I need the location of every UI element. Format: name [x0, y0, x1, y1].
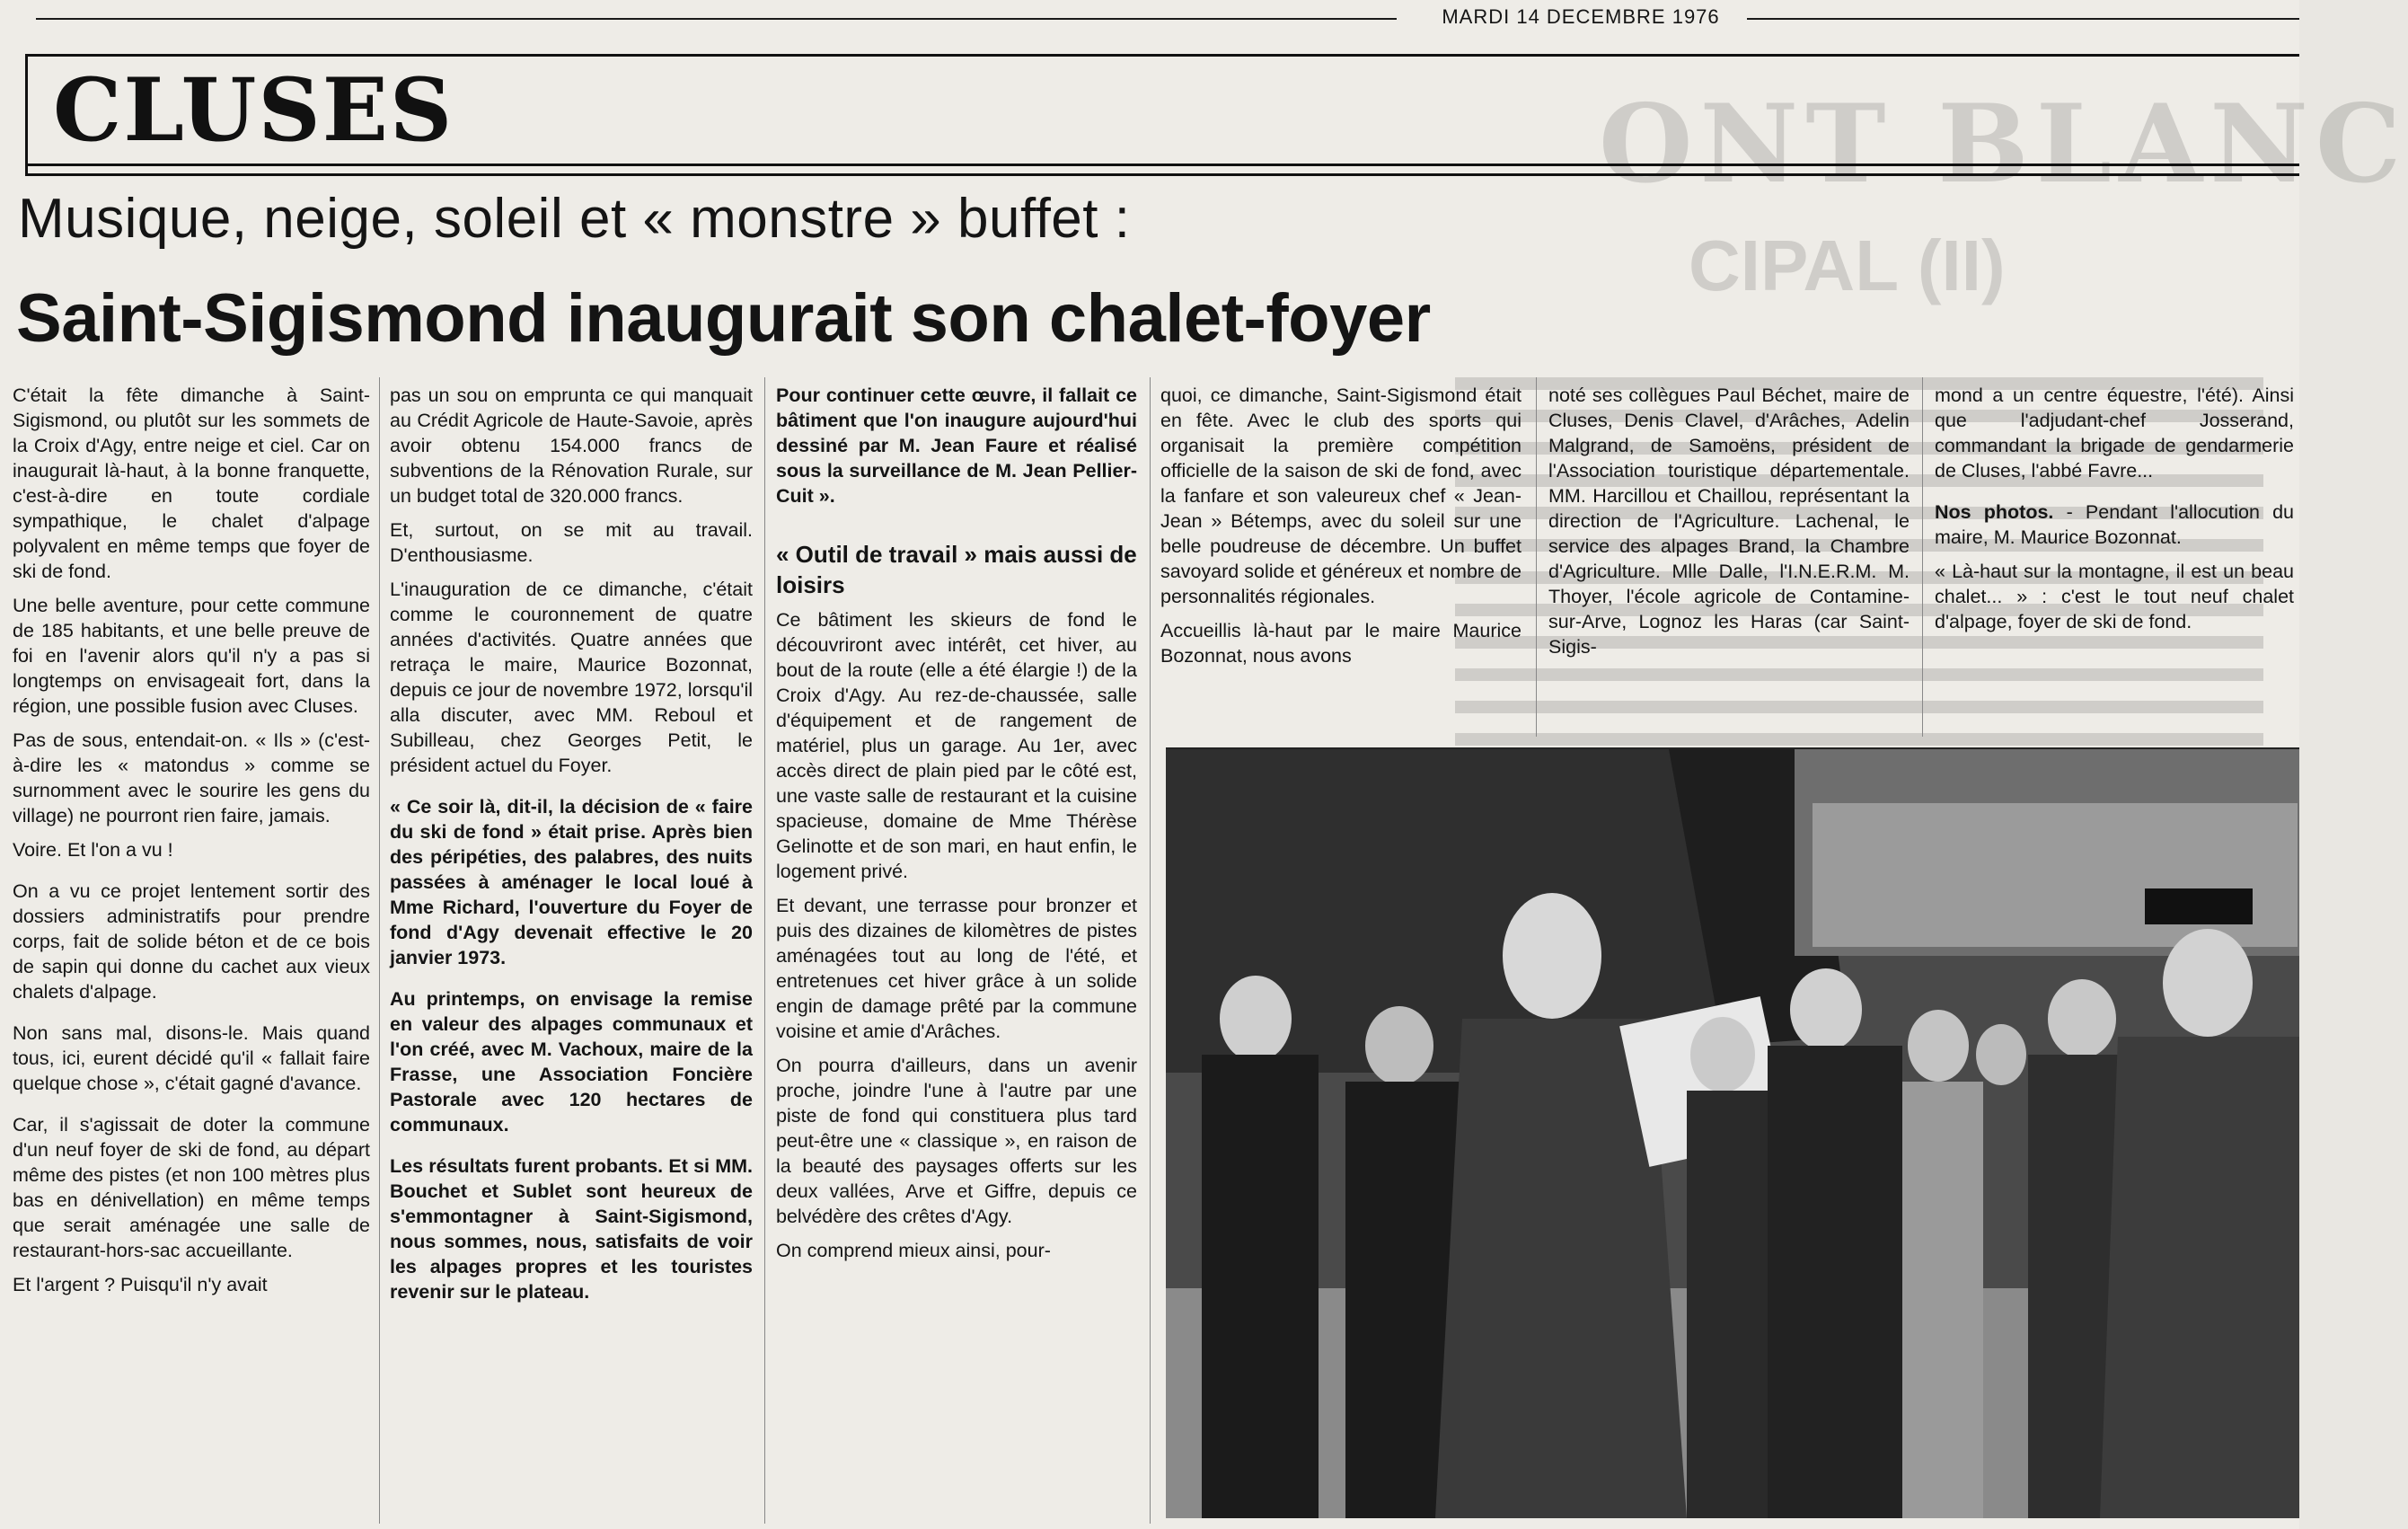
issue-date: MARDI 14 DECEMBRE 1976 [1442, 5, 1720, 28]
column-rule [379, 377, 380, 1524]
article-column-1 [13, 383, 370, 1524]
article-subhead: « Outil de travail » mais aussi de loisirs [776, 541, 1137, 598]
article-column-2 [390, 383, 753, 1524]
paragraph: On pourra d'ailleurs, dans un avenir proche, joindre l'une à l'autre par une piste de fond qui constituera plus tard peut-être une « classique », en raison de la beauté des paysages offerts sur les deux vallées, Arve et Giffre, depuis ce belvédère des crêtes d'Agy. [776, 1055, 1137, 1227]
column-rule [1536, 377, 1537, 737]
quote-lead: « Ce soir là, dit-il, [390, 796, 553, 818]
paragraph: noté ses collègues Paul Béchet, maire de Cluses, Denis Clavel, d'Arâches, Adelin Malgrand, de Samoëns, président de l'Association touristique départementale. MM. Harcillou et Chaillou, représentant la direction de l'Agriculture. Lachenal, le service des alpages Brand, la Chambre d'Agriculture. Mlle Dalle, l'I.N.E.R.M. M. Thoyer, l'école agricole de Contamine-sur-Arve, Lognoz les Haras (car Saint-Sigis- [1548, 384, 1910, 658]
paragraph: Ce bâtiment les skieurs de fond le découvriront avec intérêt, cet hiver, au bout de la route (elle a été élargie !) de la Croix d'Agy. Au rez-de-chaussée, salle d'équipement et de rangement de matériel, plus un garage. Au 1er, avec accès direct de plain pied par le côté est, une vaste salle de restaurant et la cuisine spacieuse, domaine de Mme Thérèse Gelinotte et de son mari, en haut enfin, le logement privé. [776, 609, 1137, 882]
dateline [36, 5, 2299, 32]
column-rule [1922, 377, 1923, 737]
paragraph: Car, il s'agissait de doter la commune d'un neuf foyer de ski de fond, au départ même des pistes (et non 100 mètres plus bas en dénivellation) en même temps que serait aménagée une salle de restaurant-hors-sac accueillante. [13, 1114, 370, 1261]
paragraph: mond a un centre équestre, l'été). Ainsi que l'adjudant-chef Josserand, commandant la brigade de gendarmerie de Cluses, l'abbé Favre... [1935, 384, 2294, 482]
quote-text: la décision de « faire du ski de fond » était prise. Après bien des péripéties, des palabres, des nuits passées à aménager le local loué à Mme Richard, l'ouverture du Foyer de fond d'Agy devenait effective le 20 janvier 1973. [390, 796, 753, 968]
paragraph: Voire. Et l'on a vu ! [13, 839, 173, 861]
caption-text: - Pendant l'allocution du maire, M. Maurice Bozonnat. [1935, 501, 2294, 548]
paragraph: Pas de sous, entendait-on. « Ils » (c'est-à-dire les « matondus » comme se surnomment avec le sourire les gens du village) ne pourront rien faire, jamais. [13, 729, 370, 826]
paragraph: Et l'argent ? Puisqu'il n'y avait [13, 1274, 268, 1295]
column-rule [1150, 377, 1151, 1524]
article-column-3 [776, 383, 1137, 1524]
photo-caption: « Là-haut sur la montagne, il est un beau chalet... » : c'est le tout neuf chalet d'alpage, foyer de ski de fond. [1935, 561, 2294, 632]
paragraph: Une belle aventure, pour cette commune de 185 habitants, et une belle preuve de foi en l'avenir alors qu'il n'y a pas si longtemps on envisageait fort, dans la région, une possible fusion avec Cluses. [13, 595, 370, 717]
section-header [25, 54, 2299, 176]
paragraph: On comprend mieux ainsi, pour- [776, 1240, 1051, 1261]
paragraph: Et devant, une terrasse pour bronzer et puis des dizaines de kilomètres de pistes aménagées tout au long de l'été, et entretenues cet hiver grâce à un solide engin de damage prêté par la commune voisine et amie d'Arâches. [776, 895, 1137, 1042]
article-column-6 [1935, 383, 2294, 738]
article-headline: Saint-Sigismond inaugurait son chalet-foyer [16, 280, 1431, 357]
adjacent-page-bleedthrough: ONT BLANC CIPAL (II) [1419, 54, 2299, 1529]
article-column-4 [1160, 383, 1522, 738]
bold-paragraph: Au printemps, on envisage la remise en valeur des alpages communaux et l'on créé, avec M. Vachoux, maire de la Frasse, une Association Foncière Pastorale avec 120 hectares de communaux. [390, 988, 753, 1136]
column-rule [764, 377, 765, 1524]
paragraph: L'inauguration de ce dimanche, c'était comme le couronnement de quatre années d'activités. Quatre années que retraça le maire, Maurice Bozonnat, depuis ce jour de novembre 1972, lorsqu'il alla discuter, avec MM. Reboul et Subilleau, chez Georges Petit, le président actuel du Foyer. [390, 579, 753, 776]
photo-caption [1935, 499, 2294, 550]
caption-lead: Nos photos. [1935, 501, 2054, 523]
paragraph: quoi, ce dimanche, Saint-Sigismond était en fête. Avec le club des sports qui organisait la première compétition officielle de la saison de ski de fond, avec la fanfare et son valeureux chef « Jean-Jean » Bétemps, avec du soleil sur une belle poudreuse de décembre. Un buffet savoyard solide et généreux et nombre de personnalités régionales. [1160, 384, 1522, 607]
inauguration-photo [1166, 747, 2299, 1516]
article-kicker: Musique, neige, soleil et « monstre » buffet : [18, 188, 1131, 250]
paragraph: On a vu ce projet lentement sortir des dossiers administratifs pour prendre corps, fait de solide béton et de ce bois de sapin qui donne du cachet aux vieux chalets d'alpage. [13, 880, 370, 1003]
photo-illustration [1166, 749, 2299, 1518]
bold-paragraph: Pour continuer cette œuvre, il fallait ce bâtiment que l'on inaugure aujourd'hui dessiné par M. Jean Faure et réalisé sous la surveillance de M. Jean Pellier-Cuit ». [776, 384, 1137, 507]
quote-paragraph [390, 794, 753, 970]
article-column-5 [1548, 383, 1910, 738]
section-title: CLUSES [53, 59, 454, 161]
paragraph: Accueillis là-haut par le maire Maurice Bozonnat, nous avons [1160, 620, 1522, 667]
paragraph: Non sans mal, disons-le. Mais quand tous, ici, eurent décidé qu'il « fallait faire quelque chose », c'était gagné d'avance. [13, 1022, 370, 1094]
paragraph: C'était la fête dimanche à Saint-Sigismond, ou plutôt sur les sommets de la Croix d'Agy, entre neige et ciel. Car on inaugurait là-haut, à la bonne franquette, c'est-à-dire en toute cordiale sympathique, le chalet d'alpage polyvalent en même temps que foyer de ski de fond. [13, 384, 370, 582]
bold-paragraph: Les résultats furent probants. Et si MM. Bouchet et Sublet sont heureux de s'emmontagner à Saint-Sigismond, nous sommes, nous, satisfaits de voir les alpages propres et les touristes revenir sur le plateau. [390, 1155, 753, 1303]
paragraph: pas un sou on emprunta ce qui manquait au Crédit Agricole de Haute-Savoie, après avoir obtenu 154.000 francs de subventions de la Rénovation Rurale, sur un budget total de 320.000 francs. [390, 384, 753, 507]
paragraph: Et, surtout, on se mit au travail. D'enthousiasme. [390, 519, 753, 566]
